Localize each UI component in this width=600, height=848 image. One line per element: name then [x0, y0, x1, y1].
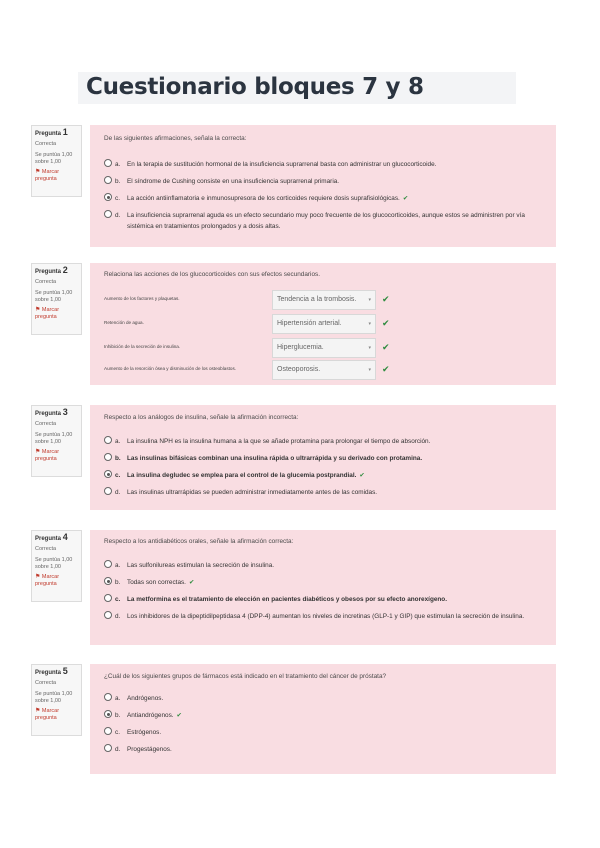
correct-check-icon: ✔: [188, 579, 195, 586]
flag-question-link[interactable]: ⚑ Marcar pregunta: [35, 574, 60, 587]
correct-check-icon: ✔: [359, 472, 365, 479]
question-grade: Se puntúa 1,00 sobre 1,00: [35, 152, 73, 165]
question-prompt: De las siguientes afirmaciones, señala la correcta:: [104, 135, 247, 142]
question-number: Pregunta 3: [35, 407, 68, 417]
correct-check-icon: ✔: [382, 318, 390, 328]
question-card-3: [90, 405, 556, 510]
question-card-2: [90, 263, 556, 385]
question-state: Correcta: [35, 680, 57, 686]
match-select[interactable]: Osteoporosis. ▾: [272, 360, 376, 380]
flag-icon: ⚑: [35, 708, 41, 714]
question-number: Pregunta 4: [35, 532, 68, 542]
radio-button[interactable]: [104, 727, 112, 735]
chevron-down-icon: ▾: [368, 297, 371, 303]
radio-button[interactable]: [104, 611, 112, 619]
match-row: [104, 314, 394, 334]
match-label: Inhibición de la secreción de insulina.: [104, 344, 181, 349]
match-select[interactable]: Hipertensión arterial. ▾: [272, 314, 376, 334]
correct-check-icon: ✔: [382, 294, 390, 304]
question-state: Correcta: [35, 279, 57, 285]
option-c[interactable]: c. Estrógenos.: [104, 727, 161, 738]
chevron-down-icon: ▾: [368, 321, 371, 327]
match-row: [104, 360, 394, 380]
radio-button[interactable]: [104, 560, 112, 568]
question-prompt: Respecto a los antidiabéticos orales, señale la afirmación correcta:: [104, 538, 294, 545]
question-grade: Se puntúa 1,00 sobre 1,00: [35, 432, 73, 445]
option-b[interactable]: b. Antiandrógenos. ✔: [104, 710, 182, 721]
flag-icon: ⚑: [35, 449, 41, 455]
question-number: Pregunta 5: [35, 666, 68, 676]
correct-check-icon: ✔: [176, 712, 182, 719]
flag-icon: ⚑: [35, 307, 41, 313]
option-c[interactable]: c. La acción antiinflamatoria e inmunosupresora de los corticoides requiere dosis suprafisiológicas. ✔: [104, 193, 408, 204]
option-a[interactable]: a. Andrógenos.: [104, 693, 163, 704]
option-c[interactable]: c. La insulina degludec se emplea para el control de la glucemia postprandial. ✔: [104, 470, 365, 481]
question-card-1: [90, 125, 556, 247]
chevron-down-icon: ▾: [368, 367, 371, 373]
page-title: Cuestionario bloques 7 y 8: [86, 74, 424, 100]
radio-button[interactable]: [104, 436, 112, 444]
correct-check-icon: ✔: [382, 342, 390, 352]
chevron-down-icon: ▾: [368, 345, 371, 351]
option-d[interactable]: d. La insuficiencia suprarrenal aguda es un efecto secundario muy poco frecuente de los glucocorticoides, aunque estos se administren por vía sistémica en tratamientos prolongados y a dosis altas.: [104, 210, 547, 232]
radio-button[interactable]: [104, 176, 112, 184]
question-prompt: Respecto a los análogos de insulina, señale la afirmación incorrecta:: [104, 414, 299, 421]
flag-question-link[interactable]: ⚑ Marcar pregunta: [35, 708, 60, 721]
radio-button[interactable]: [104, 210, 112, 218]
question-info-2: [31, 263, 82, 335]
question-state: Correcta: [35, 141, 57, 147]
match-label: Aumento de la resorción ósea y disminución de los osteoblastos.: [104, 366, 237, 371]
question-number: Pregunta 1: [35, 127, 68, 137]
radio-button[interactable]: [104, 693, 112, 701]
flag-icon: ⚑: [35, 169, 41, 175]
radio-button-selected[interactable]: [104, 193, 112, 201]
question-grade: Se puntúa 1,00 sobre 1,00: [35, 691, 73, 704]
radio-button[interactable]: [104, 744, 112, 752]
option-d[interactable]: d. Progestágenos.: [104, 744, 172, 755]
question-grade: Se puntúa 1,00 sobre 1,00: [35, 557, 73, 570]
radio-button[interactable]: [104, 159, 112, 167]
question-grade: Se puntúa 1,00 sobre 1,00: [35, 290, 73, 303]
correct-check-icon: ✔: [402, 195, 409, 202]
match-select[interactable]: Hiperglucemia. ▾: [272, 338, 376, 358]
question-info-4: [31, 530, 82, 602]
question-number: Pregunta 2: [35, 265, 68, 275]
radio-button[interactable]: [104, 487, 112, 495]
question-state: Correcta: [35, 421, 57, 427]
flag-icon: ⚑: [35, 574, 41, 580]
question-prompt: Relaciona las acciones de los glucocorticoides con sus efectos secundarios.: [104, 271, 320, 278]
match-select[interactable]: Tendencia a la trombosis. ▾: [272, 290, 376, 310]
question-info-3: [31, 405, 82, 477]
option-b[interactable]: b. Las insulinas bifásicas combinan una insulina rápida o ultrarrápida y su derivado con protamina.: [104, 453, 422, 464]
question-state: Correcta: [35, 546, 57, 552]
option-a[interactable]: a. Las sulfonilureas estimulan la secreción de insulina.: [104, 560, 274, 571]
match-row: [104, 290, 394, 310]
option-b[interactable]: b. El síndrome de Cushing consiste en una insuficiencia suprarrenal primaria.: [104, 176, 339, 187]
match-row: [104, 338, 394, 358]
option-c[interactable]: c. La metformina es el tratamiento de elección en pacientes diabéticos y obesos por su efecto anorexígeno.: [104, 594, 447, 605]
match-label: Aumento de los factores y plaquetas.: [104, 296, 180, 301]
option-d[interactable]: d. Los inhibidores de la dipeptidilpeptidasa 4 (DPP-4) aumentan los niveles de incretinas (GLP-1 y GIP) que estimulan la secreción de insulina.: [104, 611, 547, 622]
question-card-4: [90, 530, 556, 645]
option-d[interactable]: d. Las insulinas ultrarrápidas se pueden administrar inmediatamente antes de las comidas.: [104, 487, 377, 498]
match-label: Retención de agua.: [104, 320, 144, 325]
option-a[interactable]: a. La insulina NPH es la insulina humana a la que se añade protamina para prolongar el tiempo de absorción.: [104, 436, 430, 447]
radio-button-selected[interactable]: [104, 710, 112, 718]
question-info-1: [31, 125, 82, 197]
radio-button-selected[interactable]: [104, 577, 112, 585]
question-prompt: ¿Cuál de los siguientes grupos de fármacos está indicado en el tratamiento del cáncer de próstata?: [104, 673, 387, 680]
option-a[interactable]: a. En la terapia de sustitución hormonal de la insuficiencia suprarrenal basta con administrar un glucocorticoide.: [104, 159, 436, 170]
flag-question-link[interactable]: ⚑ Marcar pregunta: [35, 449, 60, 462]
option-b[interactable]: b. Todas son correctas. ✔: [104, 577, 194, 588]
radio-button[interactable]: [104, 453, 112, 461]
correct-check-icon: ✔: [382, 364, 390, 374]
radio-button-selected[interactable]: [104, 470, 112, 478]
question-card-5: [90, 664, 556, 774]
flag-question-link[interactable]: ⚑ Marcar pregunta: [35, 169, 60, 182]
radio-button[interactable]: [104, 594, 112, 602]
flag-question-link[interactable]: ⚑ Marcar pregunta: [35, 307, 60, 320]
question-info-5: [31, 664, 82, 736]
